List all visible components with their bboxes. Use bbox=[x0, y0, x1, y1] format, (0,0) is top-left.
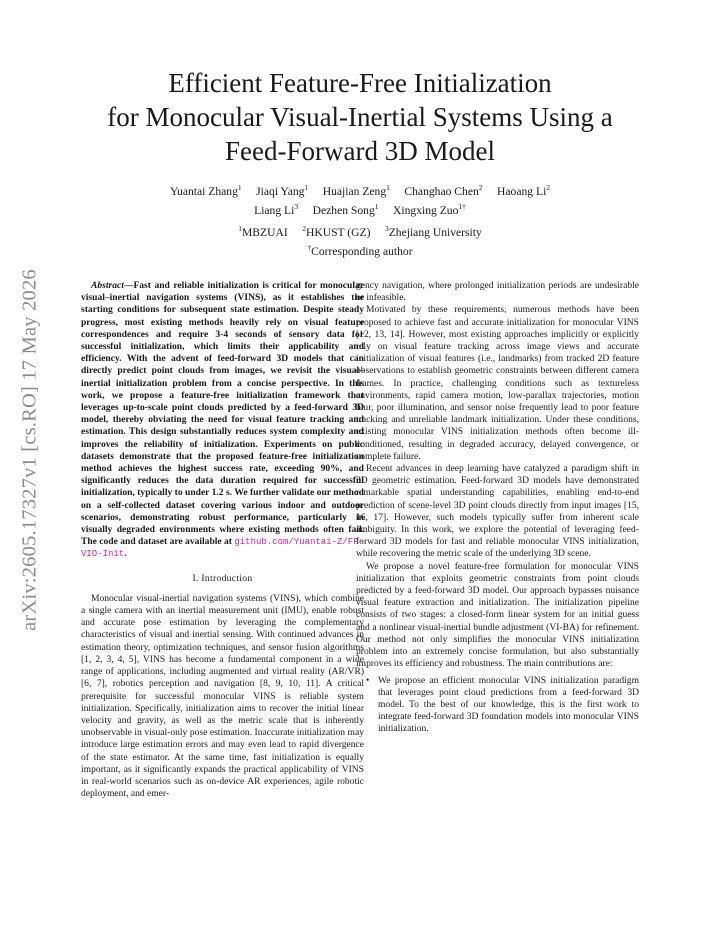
author-name: Jiaqi Yang bbox=[256, 184, 305, 198]
right-column bbox=[356, 280, 639, 736]
arxiv-identifier[interactable]: arXiv:2605.17327v1 [cs.RO] 17 May 2026 bbox=[18, 269, 41, 631]
author-affil-sup: 1 bbox=[304, 183, 309, 192]
affil-sup: 1 bbox=[238, 224, 242, 233]
affiliation-list bbox=[60, 221, 660, 259]
author-affil-sup: 2 bbox=[546, 183, 551, 192]
affiliation-name: Zhejiang University bbox=[388, 225, 482, 239]
bullet-icon: • bbox=[366, 674, 370, 686]
affiliation-name: HKUST (GZ) bbox=[305, 225, 371, 239]
dagger-sup: † bbox=[307, 242, 312, 252]
author-name: Xingxing Zuo bbox=[393, 203, 459, 217]
title-line-1: Efficient Feature-Free Initialization bbox=[168, 68, 552, 98]
author-line-1 bbox=[60, 180, 660, 199]
paper-title bbox=[60, 66, 660, 168]
author-affil-sup: 3 bbox=[294, 201, 299, 211]
corresponding-author-note bbox=[60, 240, 660, 259]
left-column bbox=[81, 280, 364, 800]
intro-paragraph-3: Recent advances in deep learning have catalyzed a paradigm shift in 3D geometric estimation. Feed-forward 3D models have demonstrated remarkable spatial understanding capabilities, enabling end-to-end prediction of scene-level 3D point clouds directly from input images [15, 16, 17]. However, such models typically suffer from inherent scale ambiguity. In this work, we explore the potential of leveraging feed-forward 3D models for fast and reliable monocular VINS initialization, while recovering the metric scale of the underlying 3D scene. bbox=[356, 463, 639, 560]
corresponding-author-text: Corresponding author bbox=[311, 244, 413, 258]
intro-paragraph-1: Monocular visual-inertial navigation systems (VINS), which combine a single camera with an inertial measurement unit (IMU), enable robust and accurate pose estimation by leveraging the complementary characteristics of visual and inertial sensing. With continued advances in estimation theory, optimization techniques, and sensor fusion algorithms [1, 2, 3, 4, 5], VINS has become a fundamental component in a wide range of applications, including augmented and virtual reality (AR/VR) [6, 7], robotics perception and navigation [8, 9, 10, 11]. A critical prerequisite for successful monocular VINS is reliable system initialization. Specifically, initialization aims to recover the initial linear velocity and gravity, as well as the metric scale that is inherently unobservable in visual-only pose estimation. Inaccurate initialization may introduce large estimation errors and may even lead to rapid divergence of the state estimator. At the same time, fast initialization is equally important, as it significantly expands the practical applicability of VINS in real-world scenarios such as on-device AR experiences, agile robotic deployment, and emer- bbox=[81, 592, 364, 800]
author-affil-sup: 1 bbox=[237, 183, 242, 192]
author-affil-sup: 1 bbox=[374, 201, 379, 211]
author-name: Huajian Zeng bbox=[322, 184, 387, 198]
abstract-label: Abstract bbox=[91, 280, 124, 291]
affil-sup: 2 bbox=[302, 224, 306, 233]
list-item bbox=[366, 674, 639, 736]
author-name: Yuantai Zhang bbox=[169, 184, 238, 198]
intro-paragraph-4: We propose a novel feature-free formulation for monocular VINS initialization that exploits geometric constraints from point clouds predicted by a feed-forward 3D model. Our approach bypasses nuisance visual feature extraction and initialization. The initialization pipeline consists of two stages: a closed-form linear system for an initial guess and a nonlinear visual-inertial bundle adjustment (VI-BA) for refinement. Our method not only simplifies the monocular VINS initialization problem into an extremely concise formulation, but also substantially improves its efficiency and robustness. The main contributions are: bbox=[356, 560, 639, 670]
title-line-3: Feed-Forward 3D Model bbox=[225, 136, 495, 166]
contribution-list bbox=[356, 675, 639, 736]
author-line-2 bbox=[60, 199, 660, 218]
arxiv-stamp bbox=[8, 200, 52, 700]
author-name: Liang Li bbox=[254, 203, 295, 217]
contribution-text: We propose an efficient monocular VINS initialization paradigm that leverages point cloud predictions from a feed-forward 3D model. To the best of our knowledge, this is the first work to integrate feed-forward 3D foundation models into monocular VINS initialization. bbox=[378, 674, 639, 735]
author-affil-sup: 1† bbox=[458, 201, 466, 211]
author-affil-sup: 1 bbox=[386, 183, 390, 192]
author-name: Haoang Li bbox=[497, 184, 547, 198]
code-repo-link[interactable]: github.com/Yuantai-Z/FF-VIO-Init bbox=[81, 537, 364, 560]
author-name: Changhao Chen bbox=[404, 184, 479, 198]
author-list bbox=[60, 180, 660, 218]
abstract-text: —Fast and reliable initialization is critical for monocular visual–inertial navigation systems (VINS), as it establishes the starting conditions for subsequent state estimation. Despite steady progress, most existing methods heavily rely on visual feature correspondences and require 3-4 seconds of sensory data for successful initialization, which limits their applicability and efficiency. With the advent of feed-forward 3D models that can directly predict point clouds from images, we revisit the visual–inertial initialization problem from a concise perspective. In this work, we propose a feature-free initialization framework that leverages up-to-scale point clouds predicted by a feed-forward 3D model, thereby obviating the need for visual feature tracking and estimation. This design substantially reduces system complexity and improves the reliability of initialization. Experiments on public datasets demonstrate that the proposed feature-free initialization method achieves the highest success rate, exceeding 90%, and significantly reduces the data duration required for successful initialization, typically to under 1.2 s. We further validate our method on a self-collected dataset covering various indoor and outdoor scenarios, demonstrating robust performance, particularly in visually degraded environments where existing methods often fail. The code and dataset are available at bbox=[81, 280, 364, 548]
section-heading-introduction: I. Introduction bbox=[192, 572, 253, 584]
abstract-end: . bbox=[124, 548, 127, 560]
affiliation-line bbox=[60, 221, 660, 240]
affil-sup: 3 bbox=[384, 224, 389, 233]
affiliation-name: MBZUAI bbox=[241, 225, 288, 239]
abstract bbox=[81, 280, 364, 561]
author-name: Dezhen Song bbox=[312, 203, 375, 217]
intro-paragraph-continued: gency navigation, where prolonged initialization periods are undesirable or infeasible. bbox=[356, 280, 639, 304]
title-line-2: for Monocular Visual-Inertial Systems Using a bbox=[107, 102, 613, 132]
intro-paragraph-2: Motivated by these requirements, numerous methods have been proposed to achieve fast and accurate initialization for monocular VINS [12, 13, 14]. However, most existing approaches implicitly or explicitly rely on visual feature tracking across image views and accurate initialization of visual features (i.e., landmarks) from tracked 2D feature observations to establish geometric constraints between different camera frames. In practice, challenging conditions such as textureless environments, rapid camera motion, low-parallax trajectories, motion blur, poor illumination, and sensor noise frequently lead to poor feature tracking and unreliable landmark initialization. Under these conditions, existing monocular VINS initialization methods often become ill-conditioned, resulting in degraded accuracy, delayed convergence, or complete failure. bbox=[356, 304, 639, 462]
author-affil-sup: 2 bbox=[478, 183, 483, 192]
